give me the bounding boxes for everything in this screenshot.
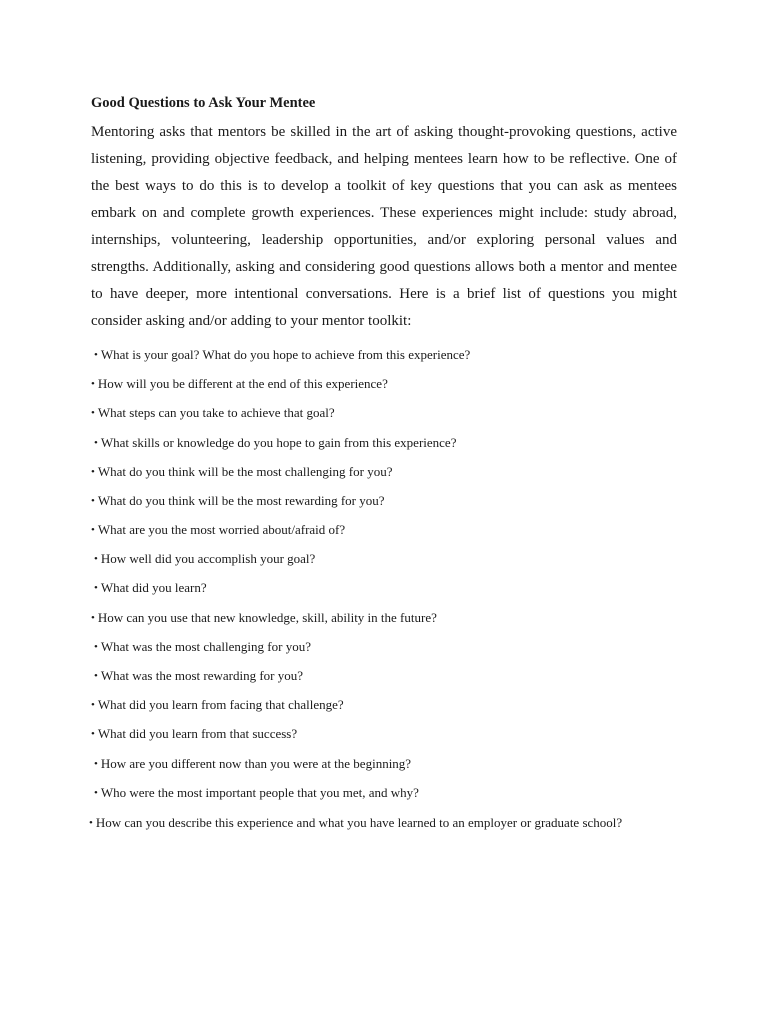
list-item bbox=[94, 668, 303, 684]
bullet-icon: • bbox=[94, 437, 98, 449]
question-text: How can you use that new knowledge, skill, ability in the future? bbox=[97, 610, 437, 625]
bullet-icon: • bbox=[91, 378, 95, 390]
list-item bbox=[94, 551, 315, 567]
list-item bbox=[94, 785, 419, 801]
list-item bbox=[94, 639, 311, 655]
list-item bbox=[91, 610, 437, 626]
list-item bbox=[94, 347, 470, 363]
question-text: What did you learn from that success? bbox=[97, 726, 298, 741]
bullet-icon: • bbox=[91, 612, 95, 624]
bullet-icon: • bbox=[94, 553, 98, 565]
bullet-icon: • bbox=[94, 582, 98, 594]
question-text: What did you learn? bbox=[100, 580, 207, 595]
list-item bbox=[94, 756, 411, 772]
list-item bbox=[94, 435, 456, 451]
list-item bbox=[91, 493, 385, 509]
question-text: What was the most challenging for you? bbox=[100, 639, 311, 654]
list-item bbox=[91, 376, 388, 392]
bullet-icon: • bbox=[91, 524, 95, 536]
question-text: What was the most rewarding for you? bbox=[100, 668, 304, 683]
list-item bbox=[91, 697, 344, 713]
bullet-icon: • bbox=[91, 728, 95, 740]
list-item bbox=[91, 522, 345, 538]
question-text: Who were the most important people that you met, and why? bbox=[100, 785, 419, 800]
list-item bbox=[94, 580, 207, 596]
list-item bbox=[91, 726, 297, 742]
question-text: What are you the most worried about/afraid of? bbox=[97, 522, 346, 537]
bullet-icon: • bbox=[94, 641, 98, 653]
bullet-icon: • bbox=[94, 670, 98, 682]
question-text: What skills or knowledge do you hope to gain from this experience? bbox=[100, 435, 457, 450]
question-text: What is your goal? What do you hope to achieve from this experience? bbox=[100, 347, 471, 362]
question-text: How are you different now than you were at the beginning? bbox=[100, 756, 412, 771]
document-title: Good Questions to Ask Your Mentee bbox=[91, 95, 316, 111]
bullet-icon: • bbox=[94, 758, 98, 770]
question-text: What did you learn from facing that challenge? bbox=[97, 697, 344, 712]
bullet-icon: • bbox=[94, 787, 98, 799]
list-item bbox=[91, 464, 392, 480]
question-text: What do you think will be the most rewarding for you? bbox=[97, 493, 385, 508]
bullet-icon: • bbox=[91, 407, 95, 419]
bullet-icon: • bbox=[94, 349, 98, 361]
question-text: How will you be different at the end of this experience? bbox=[97, 376, 388, 391]
list-item bbox=[89, 815, 622, 831]
bullet-icon: • bbox=[91, 466, 95, 478]
bullet-icon: • bbox=[91, 495, 95, 507]
question-text: How well did you accomplish your goal? bbox=[100, 551, 316, 566]
list-item bbox=[91, 405, 335, 421]
question-text: What do you think will be the most challenging for you? bbox=[97, 464, 393, 479]
intro-paragraph: Mentoring asks that mentors be skilled in the art of asking thought-provoking questions, active listening, providing objective feedback, and helping mentees learn how to be reflective. One of the best ways to do this is to develop a toolkit of key questions that you can ask as mentees embark on and complete growth experiences. These experiences might include: study abroad, internships, volunteering, leadership opportunities, and/or exploring personal values and strengths. Additionally, asking and considering good questions allows both a mentor and mentee to have deeper, more intentional conversations. Here is a brief list of questions you might consider asking and/or adding to your mentor toolkit: bbox=[91, 124, 677, 329]
question-text: How can you describe this experience and what you have learned to an employer or graduate school? bbox=[95, 815, 623, 830]
bullet-icon: • bbox=[89, 817, 93, 829]
bullet-icon: • bbox=[91, 699, 95, 711]
question-text: What steps can you take to achieve that goal? bbox=[97, 405, 335, 420]
